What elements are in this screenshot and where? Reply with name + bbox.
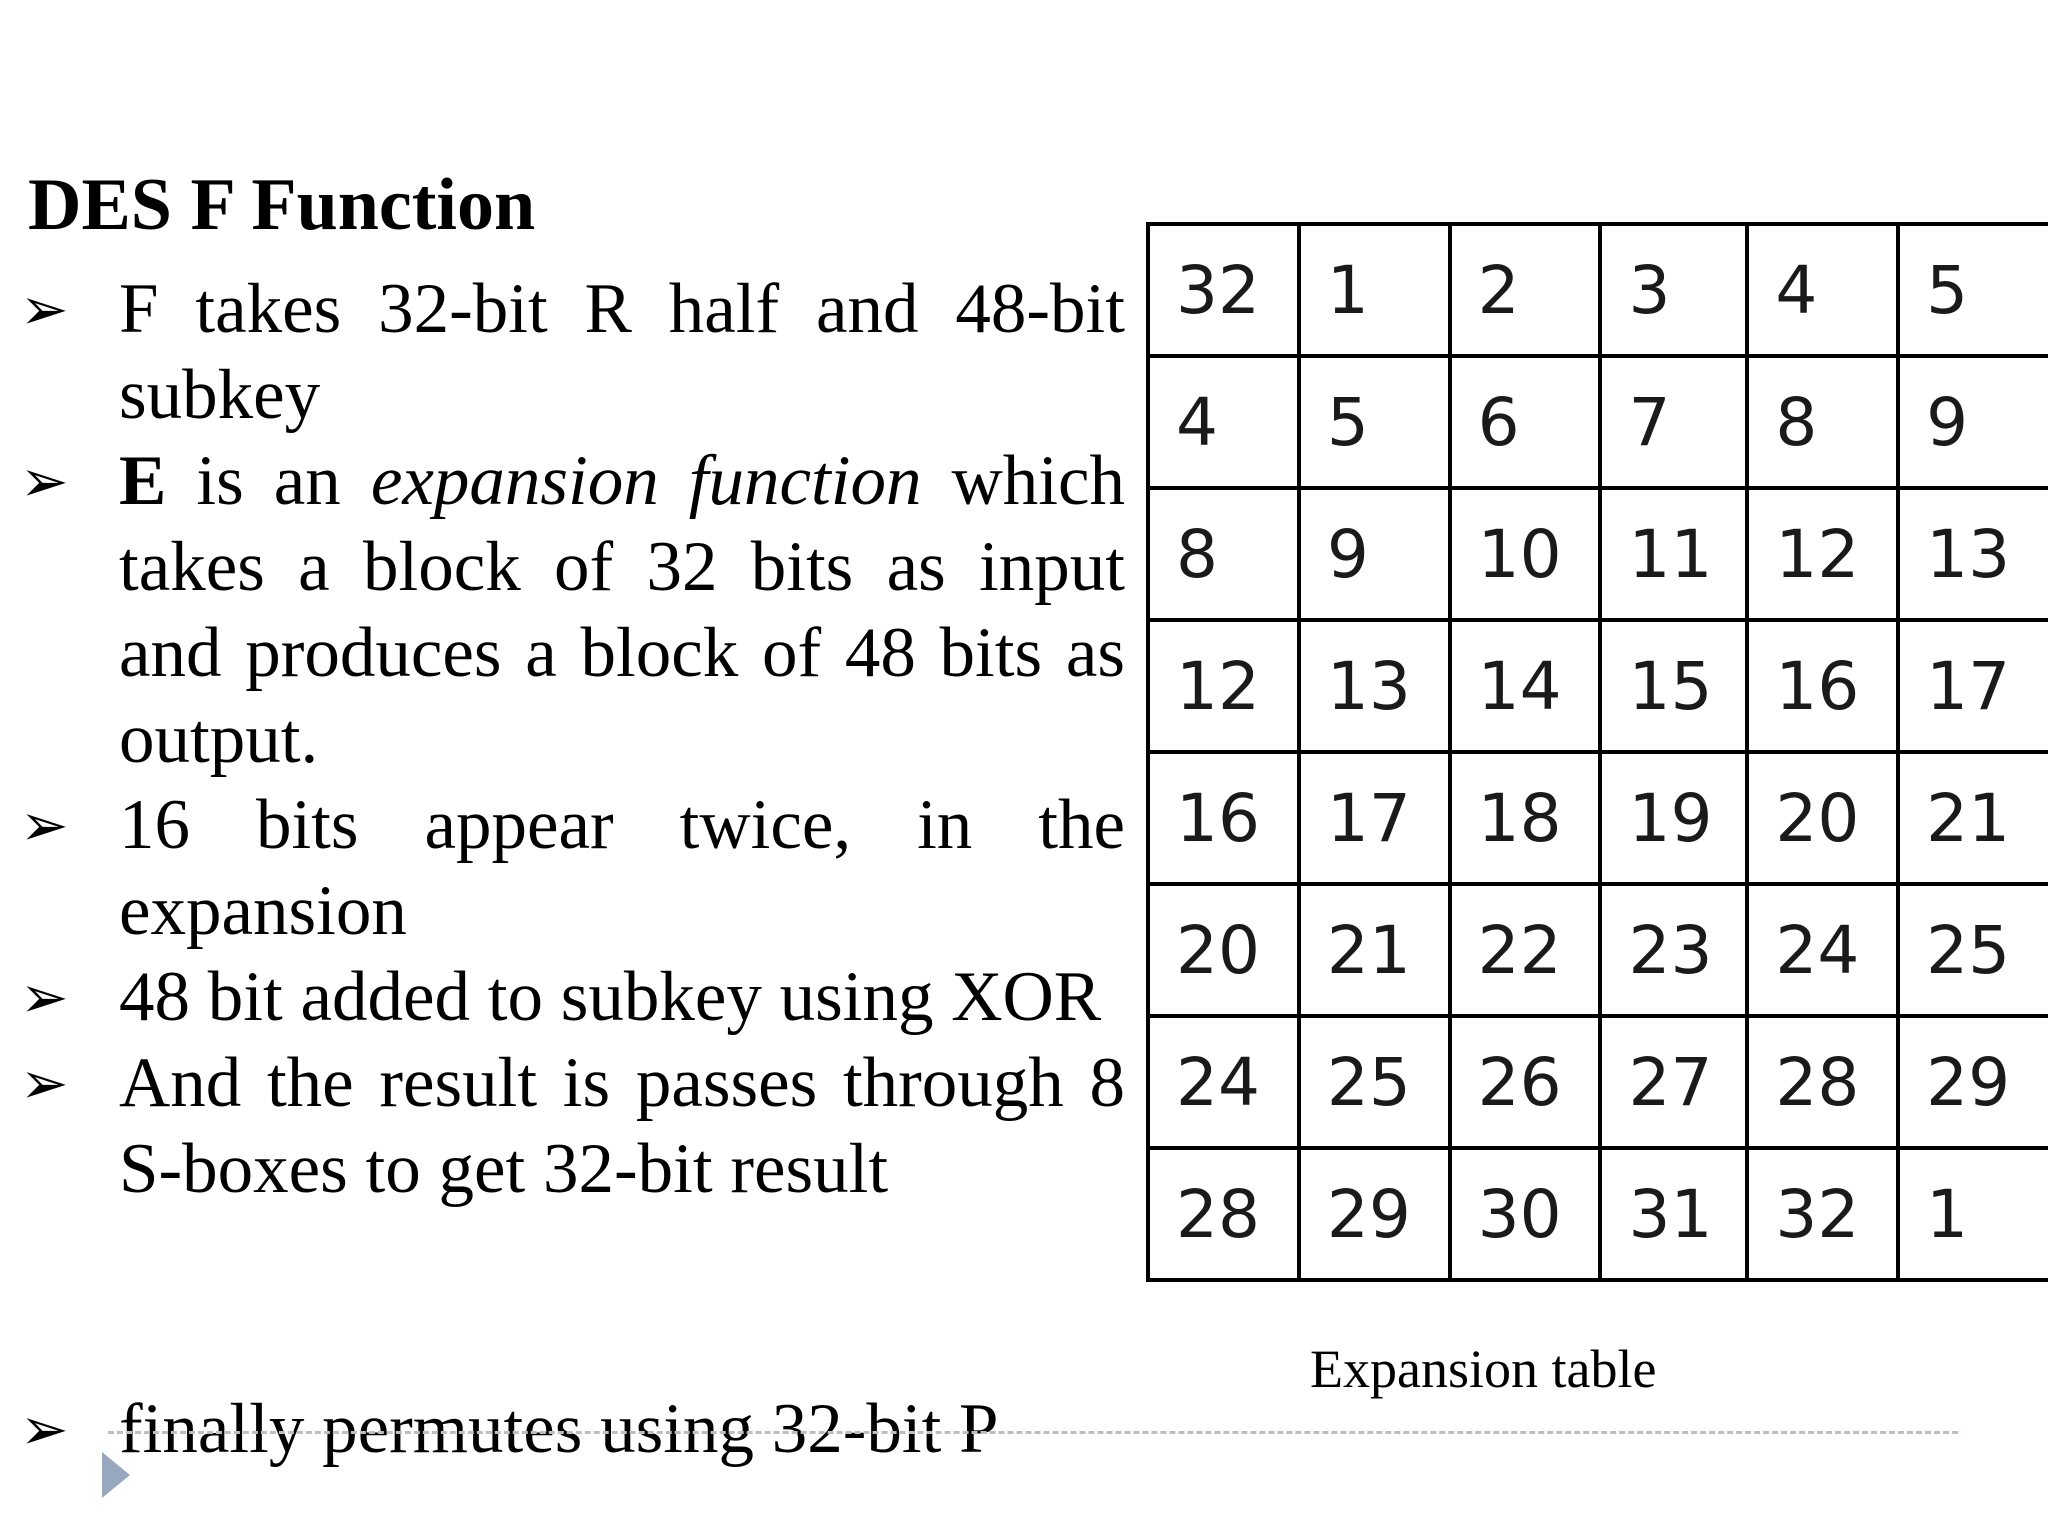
bullet-text: And the result is passes through 8 S-boxes to get 32-bit result [119,1044,1125,1208]
table-row [1148,1148,2048,1280]
table-cell: 27 [1600,1016,1747,1148]
table-cell: 28 [1148,1148,1299,1280]
arrow-bullet-icon: ➢ [20,791,69,859]
table-row [1148,356,2048,488]
table-cell: 25 [1898,884,2048,1016]
slide-title: DES F Function [28,164,536,246]
arrow-bullet-icon: ➢ [20,275,69,343]
table-cell: 10 [1450,488,1601,620]
table-cell: 22 [1450,884,1601,1016]
table-cell: 31 [1600,1148,1747,1280]
table-cell: 18 [1450,752,1601,884]
bullet-item [20,954,1125,1040]
table-row [1148,488,2048,620]
bullet-item [20,782,1125,954]
table-row [1148,752,2048,884]
table-cell: 21 [1898,752,2048,884]
table-cell: 29 [1898,1016,2048,1148]
table-row [1148,1016,2048,1148]
arrow-bullet-icon: ➢ [20,1395,69,1463]
table-cell: 29 [1299,1148,1450,1280]
table-cell: 24 [1148,1016,1299,1148]
bold-term: E [119,442,167,520]
table-cell: 24 [1747,884,1898,1016]
table-cell: 17 [1898,620,2048,752]
table-cell: 23 [1600,884,1747,1016]
arrow-bullet-icon: ➢ [20,447,69,515]
table-cell: 4 [1747,224,1898,356]
table-cell: 11 [1600,488,1747,620]
table-cell: 17 [1299,752,1450,884]
table-cell: 8 [1747,356,1898,488]
bullet-text: finally permutes using 32-bit P [119,1390,999,1468]
bullet-text-rest: which takes a block of 32 bits as input and produces a block of 48 bits as output. [119,442,1126,778]
table-cell: 30 [1450,1148,1601,1280]
table-cell: 1 [1299,224,1450,356]
table-row [1148,620,2048,752]
table-row [1148,884,2048,1016]
bullet-text-middle: is an [166,442,371,520]
table-cell: 21 [1299,884,1450,1016]
table-cell: 19 [1600,752,1747,884]
table-cell: 4 [1148,356,1299,488]
table-cell: 9 [1299,488,1450,620]
expansion-table [1146,222,2048,1282]
table-cell: 16 [1747,620,1898,752]
footer-divider [108,1431,1958,1434]
table-cell: 6 [1450,356,1601,488]
table-cell: 26 [1450,1016,1601,1148]
table-cell: 20 [1148,884,1299,1016]
table-cell: 3 [1600,224,1747,356]
bullet-item [20,1386,999,1472]
table-cell: 20 [1747,752,1898,884]
table-cell: 13 [1898,488,2048,620]
table-cell: 12 [1747,488,1898,620]
table-cell: 14 [1450,620,1601,752]
table-cell: 8 [1148,488,1299,620]
table-cell: 32 [1747,1148,1898,1280]
table-cell: 25 [1299,1016,1450,1148]
bullet-text [119,442,1125,778]
bullet-text: 48 bit added to subkey using XOR [119,958,1102,1036]
table-cell: 1 [1898,1148,2048,1280]
table-cell: 32 [1148,224,1299,356]
arrow-bullet-icon: ➢ [20,963,69,1031]
bullet-item [20,438,1125,782]
bullet-item [20,266,1125,438]
table-cell: 2 [1450,224,1601,356]
table-cell: 7 [1600,356,1747,488]
table-cell: 16 [1148,752,1299,884]
arrow-bullet-icon: ➢ [20,1049,69,1117]
bullet-item [20,1040,1125,1212]
table-cell: 5 [1898,224,2048,356]
table-caption: Expansion table [1310,1339,1657,1399]
bullet-text: F takes 32-bit R half and 48-bit subkey [119,270,1125,434]
table-cell: 12 [1148,620,1299,752]
table-cell: 9 [1898,356,2048,488]
bullet-text: 16 bits appear twice, in the expansion [119,786,1125,950]
triangle-right-icon [102,1452,130,1498]
bullet-list [20,266,1125,1212]
table-row [1148,224,2048,356]
table-cell: 5 [1299,356,1450,488]
table-cell: 28 [1747,1016,1898,1148]
italic-term: expansion function [370,442,922,520]
table-cell: 13 [1299,620,1450,752]
table-cell: 15 [1600,620,1747,752]
